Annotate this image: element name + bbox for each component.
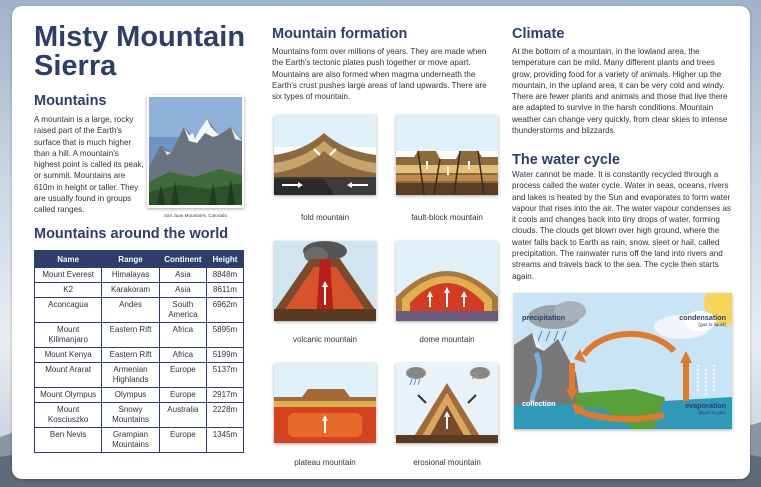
cell-continent: Africa	[159, 348, 206, 363]
cell-range: Eastern Rift	[102, 348, 159, 363]
cell-range: Snowy Mountains	[102, 403, 159, 428]
col-header-continent: Continent	[159, 251, 206, 268]
formation-heading: Mountain formation	[272, 26, 408, 42]
erosional-mountain-diagram	[396, 363, 498, 443]
cell-height: 8611m	[206, 283, 243, 298]
volcanic-mountain-label: volcanic mountain	[292, 335, 358, 344]
table-header-row	[35, 251, 244, 268]
fault-block-mountain-diagram	[396, 115, 498, 195]
cell-range: Karakoram	[102, 283, 159, 298]
dome-mountain-diagram	[396, 241, 498, 321]
cell-name: Mount Kosciuszko	[35, 403, 102, 428]
cell-name: Mount Kenya	[35, 348, 102, 363]
water-cycle-heading: The water cycle	[512, 152, 620, 168]
cell-name: K2	[35, 283, 102, 298]
poster-card	[12, 6, 750, 479]
mountains-table	[34, 250, 244, 453]
mountain-photo	[149, 97, 242, 205]
cell-height: 2917m	[206, 388, 243, 403]
label-evaporation: evaporation	[685, 401, 726, 410]
table-row	[35, 403, 244, 428]
water-cycle-diagram	[514, 293, 732, 429]
cell-height: 5895m	[206, 323, 243, 348]
cell-continent: Europe	[159, 428, 206, 453]
table-row	[35, 388, 244, 403]
page-title: Misty Mountain Sierra	[34, 21, 246, 82]
label-condensation: condensation	[679, 313, 726, 322]
cell-name: Ben Nevis	[35, 428, 102, 453]
climate-heading: Climate	[512, 26, 565, 42]
col-header-name: Name	[35, 251, 102, 268]
formation-text: Mountains form over millions of years. They are made when the Earth's tectonic plates push together or move apart. Mountains are also formed when magma underneath the Earth's crust pushes large areas of land upwards. There are six types of mountain.	[272, 47, 487, 102]
cell-continent: Asia	[159, 283, 206, 298]
cell-continent: Asia	[159, 268, 206, 283]
table-row	[35, 323, 244, 348]
cell-height: 6962m	[206, 298, 243, 323]
photo-caption: San Juan Mountains, Colorado	[163, 213, 228, 218]
label-collection: collection	[522, 399, 556, 408]
table-row	[35, 363, 244, 388]
table-row	[35, 298, 244, 323]
col-header-height: Height	[206, 251, 243, 268]
cell-height: 5199m	[206, 348, 243, 363]
cell-height: 8848m	[206, 268, 243, 283]
dome-mountain-label: dome mountain	[419, 335, 475, 344]
plateau-mountain-label: plateau mountain	[294, 458, 356, 467]
cell-range: Grampian Mountains	[102, 428, 159, 453]
label-condensation-sub: (gas to liquid)	[698, 322, 726, 327]
cell-range: Andes	[102, 298, 159, 323]
label-evaporation-sub: (liquid to gas)	[698, 410, 726, 415]
cell-height: 1345m	[206, 428, 243, 453]
cell-range: Armenian Highlands	[102, 363, 159, 388]
erosional-mountain-label: erosional mountain	[413, 458, 481, 467]
fold-mountain-label: fold mountain	[300, 213, 350, 222]
volcanic-mountain-diagram	[274, 241, 376, 321]
cell-name: Mount Ararat	[35, 363, 102, 388]
climate-text: At the bottom of a mountain, in the lowland area, the temperature can be mild. Many different plants and trees grow, providing food for a variety of animals. Higher up the mountain, in the upland area, it can be very cold and windy. There are fewer plants and animals and those that live there are adapted to survive in the harsh conditions. Mountain weather can change very quickly, from clear skies to intense thunderstorms and blizzards.	[512, 47, 728, 136]
table-row	[35, 348, 244, 363]
cell-name: Aconcagua	[35, 298, 102, 323]
cell-name: Mount Olympus	[35, 388, 102, 403]
label-precipitation: precipitation	[522, 313, 566, 322]
cell-range: Olympus	[102, 388, 159, 403]
mountains-text: A mountain is a large, rocky raised part of the Earth's surface that is much higher than a hill. A mountain's highest point is called its peak, or summit. Mountains are 610m in height or taller. They are usually found in groups called ranges.	[34, 115, 144, 215]
mountain-photo-frame	[147, 95, 244, 208]
cell-continent: Europe	[159, 388, 206, 403]
plateau-mountain-diagram	[274, 363, 376, 443]
table-row	[35, 283, 244, 298]
cell-height: 5137m	[206, 363, 243, 388]
cell-continent: Europe	[159, 363, 206, 388]
cell-name: Mount Everest	[35, 268, 102, 283]
col-header-range: Range	[102, 251, 159, 268]
cell-range: Himalayas	[102, 268, 159, 283]
cell-continent: Africa	[159, 323, 206, 348]
table-row	[35, 428, 244, 453]
cell-range: Eastern Rift	[102, 323, 159, 348]
water-cycle-text: Water cannot be made. It is constantly recycled through a process called the water cycle. Water in seas, oceans, rivers and lakes is heated by the Sun and evaporates to form water vapour that rises into the air. The water vapour condenses as it cools and changes back into tiny drops of water, forming clouds. The clouds get blown over high ground, where the water falls back to Earth as rain, snow, sleet or hail, called precipitation. The rainwater runs off the land into rivers and streams and travels back to the sea. The cycle then starts again.	[512, 170, 731, 281]
mountains-heading: Mountains	[34, 93, 107, 109]
world-heading: Mountains around the world	[34, 226, 229, 242]
cell-height: 2228m	[206, 403, 243, 428]
fold-mountain-diagram	[274, 115, 376, 195]
table-row	[35, 268, 244, 283]
cell-name: Mount Kilimanjaro	[35, 323, 102, 348]
fault-block-mountain-label: fault-block mountain	[411, 213, 483, 222]
cell-continent: Australia	[159, 403, 206, 428]
cell-continent: South America	[159, 298, 206, 323]
